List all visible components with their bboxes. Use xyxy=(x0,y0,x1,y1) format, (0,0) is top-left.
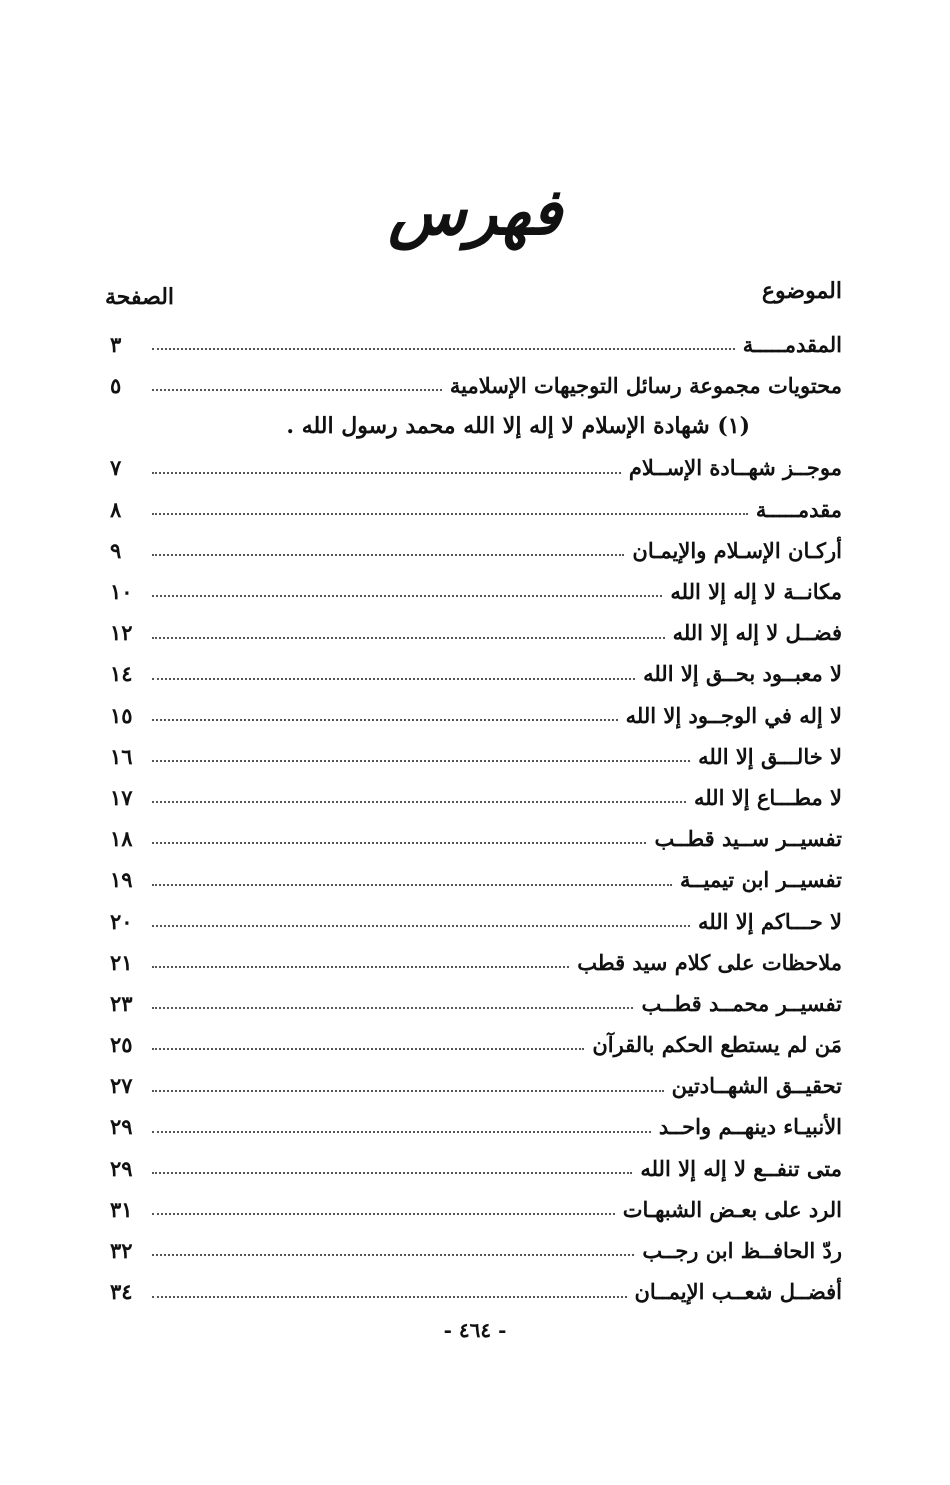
toc-entry-page: ٢٩ xyxy=(110,1114,133,1140)
toc-entry-page: ٢٧ xyxy=(110,1073,133,1099)
toc-entry-title: (١) شهادة الإسلام لا إله إلا الله محمد رسول الله . xyxy=(286,412,750,439)
toc-entry-page: ٩ xyxy=(110,537,122,563)
dot-leader xyxy=(152,925,690,927)
dot-leader xyxy=(152,472,621,474)
page-number: - ٤٦٤ - xyxy=(443,1318,507,1342)
toc-entry-page: ٧ xyxy=(110,455,122,481)
toc-row xyxy=(110,441,842,482)
toc-entry-title: لا مطـــاع إلا الله xyxy=(693,784,842,810)
dot-leader xyxy=(152,1172,632,1174)
toc-row xyxy=(110,770,842,811)
topic-column-header: الموضوع xyxy=(761,278,842,304)
toc-entry-title: فضــل لا إله إلا الله xyxy=(672,620,842,646)
toc-entry-page: ٣ xyxy=(110,331,122,357)
toc-entry-page: ٥ xyxy=(110,373,122,399)
dot-leader xyxy=(152,389,442,391)
dot-leader xyxy=(152,842,646,844)
toc-entry-page: ١٦ xyxy=(110,743,133,769)
toc-entry-title: تحقيــق الشهــادتين xyxy=(671,1073,842,1099)
page-title: فهرس xyxy=(388,175,562,250)
toc-entry-page: ٢٠ xyxy=(110,908,133,934)
dot-leader xyxy=(152,637,665,639)
dot-leader xyxy=(152,1007,633,1009)
toc-row xyxy=(110,1017,842,1058)
toc-entry-title: المقدمـــــة xyxy=(742,331,842,357)
toc-row xyxy=(110,605,842,646)
toc-row xyxy=(110,894,842,935)
toc-entry-title: مَن لم يستطع الحكم بالقرآن xyxy=(592,1032,842,1058)
toc-row xyxy=(110,317,842,358)
toc-entry-title: تفسيــر محمــد قطــب xyxy=(641,990,842,1016)
toc-entry-page: ٣٢ xyxy=(110,1238,133,1264)
toc-entry-page: ١٢ xyxy=(110,620,133,646)
dot-leader xyxy=(152,1254,634,1256)
toc-row xyxy=(110,564,842,605)
toc-entry-page: ٢٥ xyxy=(110,1032,133,1058)
toc-entry-page: ١٧ xyxy=(110,784,133,810)
dot-leader xyxy=(152,678,635,680)
dot-leader xyxy=(152,1131,651,1133)
toc-row xyxy=(110,1223,842,1264)
page-column-header: الصفحة xyxy=(105,284,175,310)
toc-entry-title: الرد على بعـض الشبهـات xyxy=(622,1196,842,1222)
dot-leader xyxy=(152,1048,584,1050)
toc-entry-page: ١٥ xyxy=(110,702,133,728)
toc-row xyxy=(110,688,842,729)
toc-section-heading xyxy=(110,399,842,440)
toc-row xyxy=(110,729,842,770)
toc-entry-title: أفضــل شعــب الإيمــان xyxy=(634,1279,842,1305)
toc-entry-title: لا خالـــق إلا الله xyxy=(698,743,842,769)
toc-entry-page: ٣١ xyxy=(110,1196,133,1222)
toc-row xyxy=(110,647,842,688)
dot-leader xyxy=(152,595,662,597)
toc-entry-title: ردّ الحافــظ ابن رجــب xyxy=(642,1238,842,1264)
dot-leader xyxy=(152,1296,627,1298)
toc-entry-page: ١٩ xyxy=(110,867,133,893)
toc-entry-title: الأنبيـاء دينهــم واحــد xyxy=(658,1114,842,1140)
toc-row xyxy=(110,482,842,523)
toc-entry-page: ٢٩ xyxy=(110,1155,133,1181)
toc-entry-title: تفسيــر ســيد قطــب xyxy=(654,826,842,852)
dot-leader xyxy=(152,801,686,803)
toc-entry-title: لا حـــاكم إلا الله xyxy=(698,908,842,934)
toc-row xyxy=(110,1100,842,1141)
toc-entry-title: موجــز شهــادة الإســلام xyxy=(628,455,842,481)
toc-header xyxy=(105,278,842,314)
toc-entry-page: ٨ xyxy=(110,496,122,522)
toc-row xyxy=(110,935,842,976)
dot-leader xyxy=(152,1213,615,1215)
toc-entry-title: أركـان الإسـلام والإيمـان xyxy=(632,537,842,563)
toc-row xyxy=(110,1264,842,1305)
toc-row xyxy=(110,1141,842,1182)
toc-entry-title: متى تنفــع لا إله إلا الله xyxy=(640,1155,842,1181)
toc-row xyxy=(110,1058,842,1099)
toc-row xyxy=(110,811,842,852)
toc-entry-page: ١٨ xyxy=(110,826,133,852)
toc-row xyxy=(110,1182,842,1223)
toc-entry-title: مقدمـــــة xyxy=(755,496,842,522)
toc-entry-title: ملاحظات على كلام سيد قطب xyxy=(577,949,842,975)
toc-entry-title: محتويات مجموعة رسائل التوجيهات الإسلامية xyxy=(449,373,842,399)
dot-leader xyxy=(152,884,672,886)
dot-leader xyxy=(152,1090,664,1092)
dot-leader xyxy=(152,966,569,968)
dot-leader xyxy=(152,348,735,350)
dot-leader xyxy=(152,513,748,515)
toc-entry-title: مكانــة لا إله إلا الله xyxy=(670,579,842,605)
toc-entry-title: لا إله في الوجــود إلا الله xyxy=(625,702,842,728)
toc-row xyxy=(110,852,842,893)
toc-entry-page: ٢٣ xyxy=(110,990,133,1016)
dot-leader xyxy=(152,760,690,762)
toc-entry-page: ٢١ xyxy=(110,949,133,975)
toc-row xyxy=(110,358,842,399)
toc-entry-title: لا معبــود بحــق إلا الله xyxy=(643,661,842,687)
toc-entry-page: ٣٤ xyxy=(110,1279,133,1305)
dot-leader xyxy=(152,719,618,721)
toc-entry-page: ١٤ xyxy=(110,661,133,687)
toc-entry-page: ١٠ xyxy=(110,579,133,605)
toc-entry-title: تفسيــر ابن تيميــة xyxy=(680,867,842,893)
toc-row xyxy=(110,523,842,564)
toc-row xyxy=(110,976,842,1017)
toc-entries xyxy=(110,317,842,1306)
dot-leader xyxy=(152,554,624,556)
